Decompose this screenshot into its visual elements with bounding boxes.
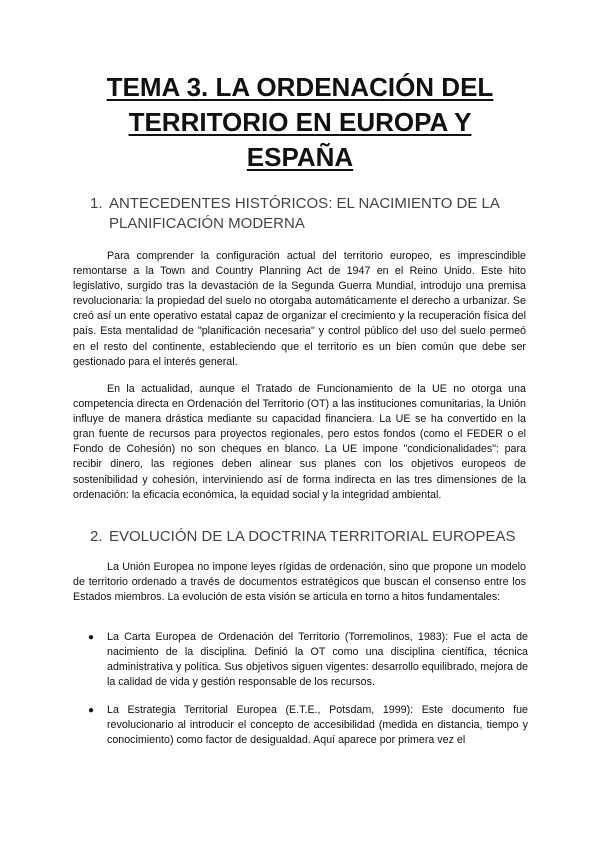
section-1-number: 1. xyxy=(90,195,103,212)
title-line-3: ESPAÑA xyxy=(246,142,354,172)
section-2-heading-text: EVOLUCIÓN DE LA DOCTRINA TERRITORIAL EUROPEAS xyxy=(109,528,516,545)
title-line-2: TERRITORIO EN EUROPA Y xyxy=(128,107,472,137)
section-1-heading-line-2: PLANIFICACIÓN MODERNA xyxy=(109,215,305,232)
section-2-heading xyxy=(90,527,520,546)
section-2-number: 2. xyxy=(90,528,103,545)
section-1-heading xyxy=(90,194,520,213)
bullet-icon: ● xyxy=(88,632,95,643)
title-line-1: TEMA 3. LA ORDENACIÓN DEL xyxy=(106,72,494,102)
list-item-text: La Estrategia Territorial Europea (E.T.E., Potsdam, 1999): Este documento fue revolucionario al introducir el concepto de accesibilidad (medida en distancia, tiempo y conocimiento) como factor de desigualdad. Aquí aparece por primera vez el xyxy=(107,704,528,747)
section-1-paragraph-2: En la actualidad, aunque el Tratado de Funcionamiento de la UE no otorga una competencia directa en Ordenación del Territorio (OT) a las instituciones comunitarias, la Unión influye de manera drástica mediante su capacidad financiera. La UE se ha convertido en la gran fuente de recursos para proyectos regionales, pero estos fondos (como el FEDER o el Fondo de Cohesión) no son cheques en blanco. La UE impone "condicionalidades": para recibir dinero, las regiones deben alinear sus planes con los objetivos europeos de sostenibilidad y cohesión, interviniendo así de forma indirecta en las tres dimensiones de la ordenación: la eficacia económica, la equidad social y la integridad ambiental. xyxy=(73,383,526,501)
section-1-heading-line-1: ANTECEDENTES HISTÓRICOS: EL NACIMIENTO DE LA xyxy=(109,195,500,212)
bullet-icon: ● xyxy=(88,705,95,716)
section-2-paragraph-1: La Unión Europea no impone leyes rígidas de ordenación, sino que propone un modelo de territorio ordenado a través de documentos estratégicos que buscan el consenso entre los Estados miembros. La evolución de esta visión se articula en torno a hitos fundamentales: xyxy=(73,561,526,604)
section-1-paragraph-1: Para comprender la configuración actual del territorio europeo, es imprescindible remontarse a la Town and Country Planning Act de 1947 en el Reino Unido. Este hito legislativo, surgido tras la devastación de la Segunda Guerra Mundial, introdujo una premisa revolucionaria: la propiedad del suelo no otorgaba automáticamente el derecho a urbanizar. Se creó así un ente operativo estatal capaz de organizar el crecimiento y la recuperación física del país. Esta mentalidad de "planificación necesaria" y control público del uso del suelo permeó en el resto del continente, estableciendo que el territorio es un bien común que debe ser gestionado para el interés general. xyxy=(73,250,526,368)
section-1-heading-continued xyxy=(90,214,539,233)
list-item-text: La Carta Europea de Ordenación del Territorio (Torremolinos, 1983): Fue el acta de nacimiento de la disciplina. Definió la OT como una disciplina científica, técnica administrativa y política. Sus objetivos siguen vigentes: desarrollo equilibrado, mejora de la calidad de vida y gestión responsable de los recursos. xyxy=(107,631,528,689)
list-item xyxy=(88,630,528,690)
document-title xyxy=(60,70,540,175)
list-item xyxy=(88,703,528,748)
